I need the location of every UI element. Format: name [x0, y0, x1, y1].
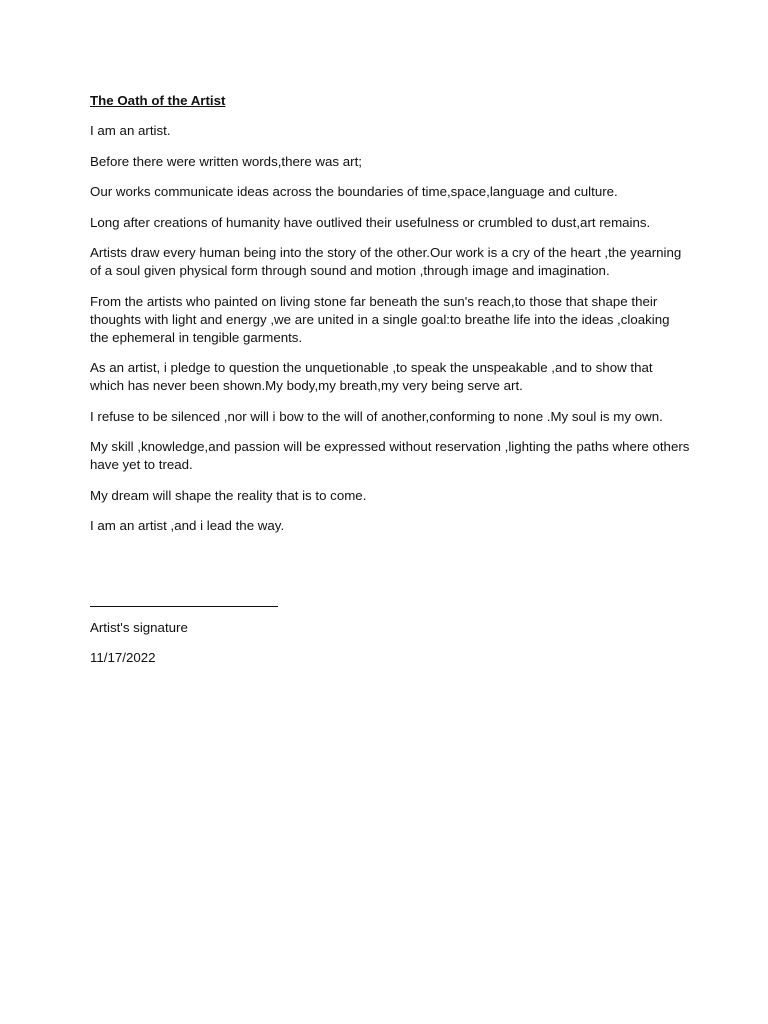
paragraph: Before there were written words,there was art;: [90, 153, 362, 169]
paragraph: I refuse to be silenced ,nor will i bow to the will of another,conforming to none .My soul is my own.: [90, 408, 663, 424]
paragraph: Our works communicate ideas across the boundaries of time,space,language and culture.: [90, 184, 618, 199]
paragraph: My dream will shape the reality that is to come.: [90, 487, 367, 503]
document-body: [90, 92, 690, 667]
signature-label: Artist's signature: [90, 619, 188, 635]
paragraph: Long after creations of humanity have outlived their usefulness or crumbled to dust,art remains.: [90, 214, 651, 230]
paragraph: My skill ,knowledge,and passion will be expressed without reservation ,lighting the paths where others have yet to tread.: [90, 439, 690, 472]
paragraph: I am an artist ,and i lead the way.: [90, 518, 285, 533]
signature-line: [90, 588, 278, 607]
paragraph: From the artists who painted on living stone far beneath the sun's reach,to those that shape their thoughts with light and energy ,we are united in a single goal:to breathe life into the ideas ,cloaking the ephemeral in tengible garments.: [90, 293, 670, 345]
paragraph: I am an artist.: [90, 123, 171, 138]
paragraph: As an artist, i pledge to question the unquetionable ,to speak the unspeakable ,and to show that which has never been shown.My body,my breath,my very being serve art.: [90, 360, 653, 393]
paragraph: Artists draw every human being into the story of the other.Our work is a cry of the heart ,the yearning of a soul given physical form through sound and motion ,through image and imagination.: [90, 245, 682, 278]
document-date: 11/17/2022: [90, 649, 156, 665]
spacer: [90, 548, 690, 588]
document-title: The Oath of the Artist: [90, 93, 226, 108]
